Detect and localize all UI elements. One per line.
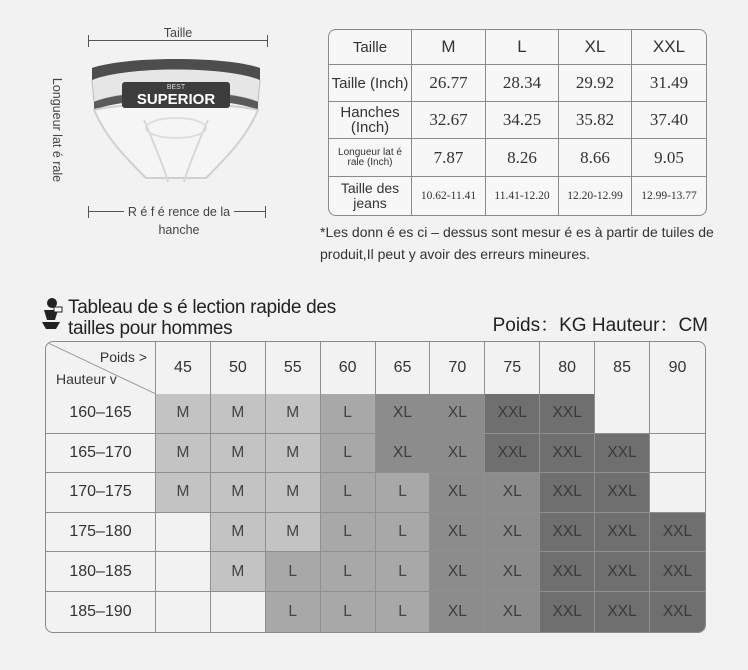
size-cell: XL [485, 513, 540, 553]
size-cell: XXL [650, 592, 705, 632]
height-row-label: 160–165 [46, 394, 156, 434]
size-cell: XXL [540, 552, 595, 592]
measurement-row-label: Longueur lat é rale (Inch) [329, 139, 412, 177]
size-cell: XXL [595, 552, 650, 592]
size-cell: XL [485, 592, 540, 632]
size-chart-corner [46, 342, 156, 394]
waist-label: Taille [150, 26, 206, 40]
measurement-value: 10.62-11.41 [412, 177, 486, 215]
size-cell: L [376, 592, 431, 632]
corner-height-label: Hauteur v [56, 371, 117, 387]
weight-header-cell: 90 [668, 359, 687, 376]
measurement-value: 29.92 [559, 65, 632, 102]
measurement-table [328, 29, 707, 216]
waist-dimension-line [88, 40, 268, 41]
measurement-value: 8.26 [486, 139, 559, 177]
size-cell: M [211, 434, 266, 474]
size-cell [156, 552, 211, 592]
size-cell: M [211, 513, 266, 553]
size-cell: L [321, 552, 376, 592]
size-cell [211, 592, 266, 632]
logo-text: SUPERIOR [136, 91, 216, 108]
size-cell: XL [376, 394, 431, 434]
size-chart-title: Tableau de s é lection rapide des tailles pour hommes [68, 297, 336, 339]
measurement-value: 8.66 [559, 139, 632, 177]
size-cell: XL [376, 434, 431, 474]
size-cell: XXL [650, 552, 705, 592]
size-chart-row [46, 513, 705, 553]
size-cell: XXL [540, 473, 595, 513]
size-cell: XXL [485, 434, 540, 474]
size-cell: M [211, 473, 266, 513]
measurement-header-cell: L [486, 30, 559, 65]
size-icon [38, 296, 64, 330]
size-cell: XXL [540, 513, 595, 553]
size-cell: L [376, 513, 431, 553]
size-cell: M [266, 473, 321, 513]
height-row-label: 165–170 [46, 434, 156, 474]
measurement-value: 34.25 [486, 102, 559, 139]
corner-weight-label: Poids > [99, 349, 147, 365]
size-cell: L [321, 473, 376, 513]
measurement-value: 35.82 [559, 102, 632, 139]
height-row-label: 185–190 [46, 592, 156, 632]
size-cell: M [211, 394, 266, 434]
size-cell: L [321, 592, 376, 632]
size-chart-row [46, 473, 705, 513]
side-length-label: Longueur lat é rale [36, 65, 64, 195]
weight-header-cell: 55 [266, 342, 321, 394]
size-chart-row [46, 592, 705, 632]
size-cell: XL [430, 473, 485, 513]
size-chart-row [46, 552, 705, 592]
size-cell: XXL [540, 592, 595, 632]
height-row-label: 175–180 [46, 513, 156, 553]
size-chart-table [45, 341, 706, 633]
size-cell: L [266, 592, 321, 632]
size-cell: M [266, 434, 321, 474]
measurement-value: 32.67 [412, 102, 486, 139]
measurement-value: 37.40 [632, 102, 706, 139]
measurement-value: 9.05 [632, 139, 706, 177]
measurement-note: *Les donn é es ci – dessus sont mesur é es à partir de tuiles de produit,Il peut y avoir des erreurs mineures. [320, 224, 714, 262]
size-cell: L [321, 513, 376, 553]
measurement-value: 7.87 [412, 139, 486, 177]
size-cell: XL [430, 552, 485, 592]
size-cell: XL [430, 513, 485, 553]
measurement-header-cell: M [412, 30, 486, 65]
size-cell: L [321, 434, 376, 474]
measurement-row [329, 65, 706, 102]
size-cell: XXL [540, 434, 595, 474]
brief-illustration [86, 58, 266, 188]
size-cell: L [376, 473, 431, 513]
size-cell [156, 513, 211, 553]
size-cell: XL [430, 394, 485, 434]
weight-header-cell: 85 [595, 342, 650, 394]
weight-header-cell: 70 [430, 342, 485, 394]
measurement-row [329, 177, 706, 215]
size-cell: L [321, 394, 376, 434]
weight-header-cell: 75 [485, 342, 540, 394]
size-chart-header-row [46, 342, 705, 394]
weight-header-cell: 80 [540, 342, 595, 394]
measurement-value: 11.41-12.20 [486, 177, 559, 215]
measurement-row-label: Taille des jeans [329, 177, 412, 215]
weight-header-cell: 60 [321, 342, 376, 394]
measurement-row [329, 102, 706, 139]
size-cell: XL [485, 552, 540, 592]
size-cell: XL [485, 473, 540, 513]
measurement-header-cell: XXL [632, 30, 706, 65]
measurement-row [329, 139, 706, 177]
size-cell: M [156, 394, 211, 434]
size-chart-row [46, 394, 705, 434]
measurement-value: 12.99-13.77 [641, 190, 697, 202]
size-cell [156, 592, 211, 632]
size-cell: XXL [595, 434, 650, 474]
size-cell: XXL [595, 473, 650, 513]
size-cell: M [156, 434, 211, 474]
measurement-header-cell: Taille [329, 30, 412, 65]
logo-top-text: BEST [166, 84, 186, 91]
size-cell [595, 394, 650, 434]
size-cell: XL [430, 434, 485, 474]
size-cell [650, 434, 705, 474]
hip-label: R é f é rence de la hanche [124, 203, 234, 239]
size-chart-row [46, 434, 705, 474]
size-cell: M [211, 552, 266, 592]
weight-header-cell: 65 [376, 342, 431, 394]
size-cell: XXL [595, 513, 650, 553]
measurement-row-label: Hanches (Inch) [329, 102, 412, 139]
measurement-value: 31.49 [632, 65, 706, 102]
measurement-value: 12.20-12.99 [559, 177, 632, 215]
measurement-row-label: Taille (Inch) [329, 65, 412, 102]
height-row-label: 180–185 [46, 552, 156, 592]
size-cell [650, 473, 705, 513]
size-cell [650, 394, 705, 434]
size-cell: L [266, 552, 321, 592]
size-cell: XL [430, 592, 485, 632]
size-cell: XXL [595, 592, 650, 632]
weight-header-cell: 50 [211, 342, 266, 394]
size-cell: XXL [540, 394, 595, 434]
size-cell: M [266, 394, 321, 434]
measurement-header-row [329, 30, 706, 65]
size-cell: XXL [485, 394, 540, 434]
measurement-value: 26.77 [412, 65, 486, 102]
measurement-header-cell: XL [559, 30, 632, 65]
size-chart-units: Poids：KG Hauteur：CM [492, 315, 708, 336]
size-cell: M [156, 473, 211, 513]
size-cell: L [376, 552, 431, 592]
weight-header-cell: 45 [156, 342, 211, 394]
height-row-label: 170–175 [46, 473, 156, 513]
size-cell: M [266, 513, 321, 553]
size-cell: XXL [650, 513, 705, 553]
measurement-value: 28.34 [486, 65, 559, 102]
